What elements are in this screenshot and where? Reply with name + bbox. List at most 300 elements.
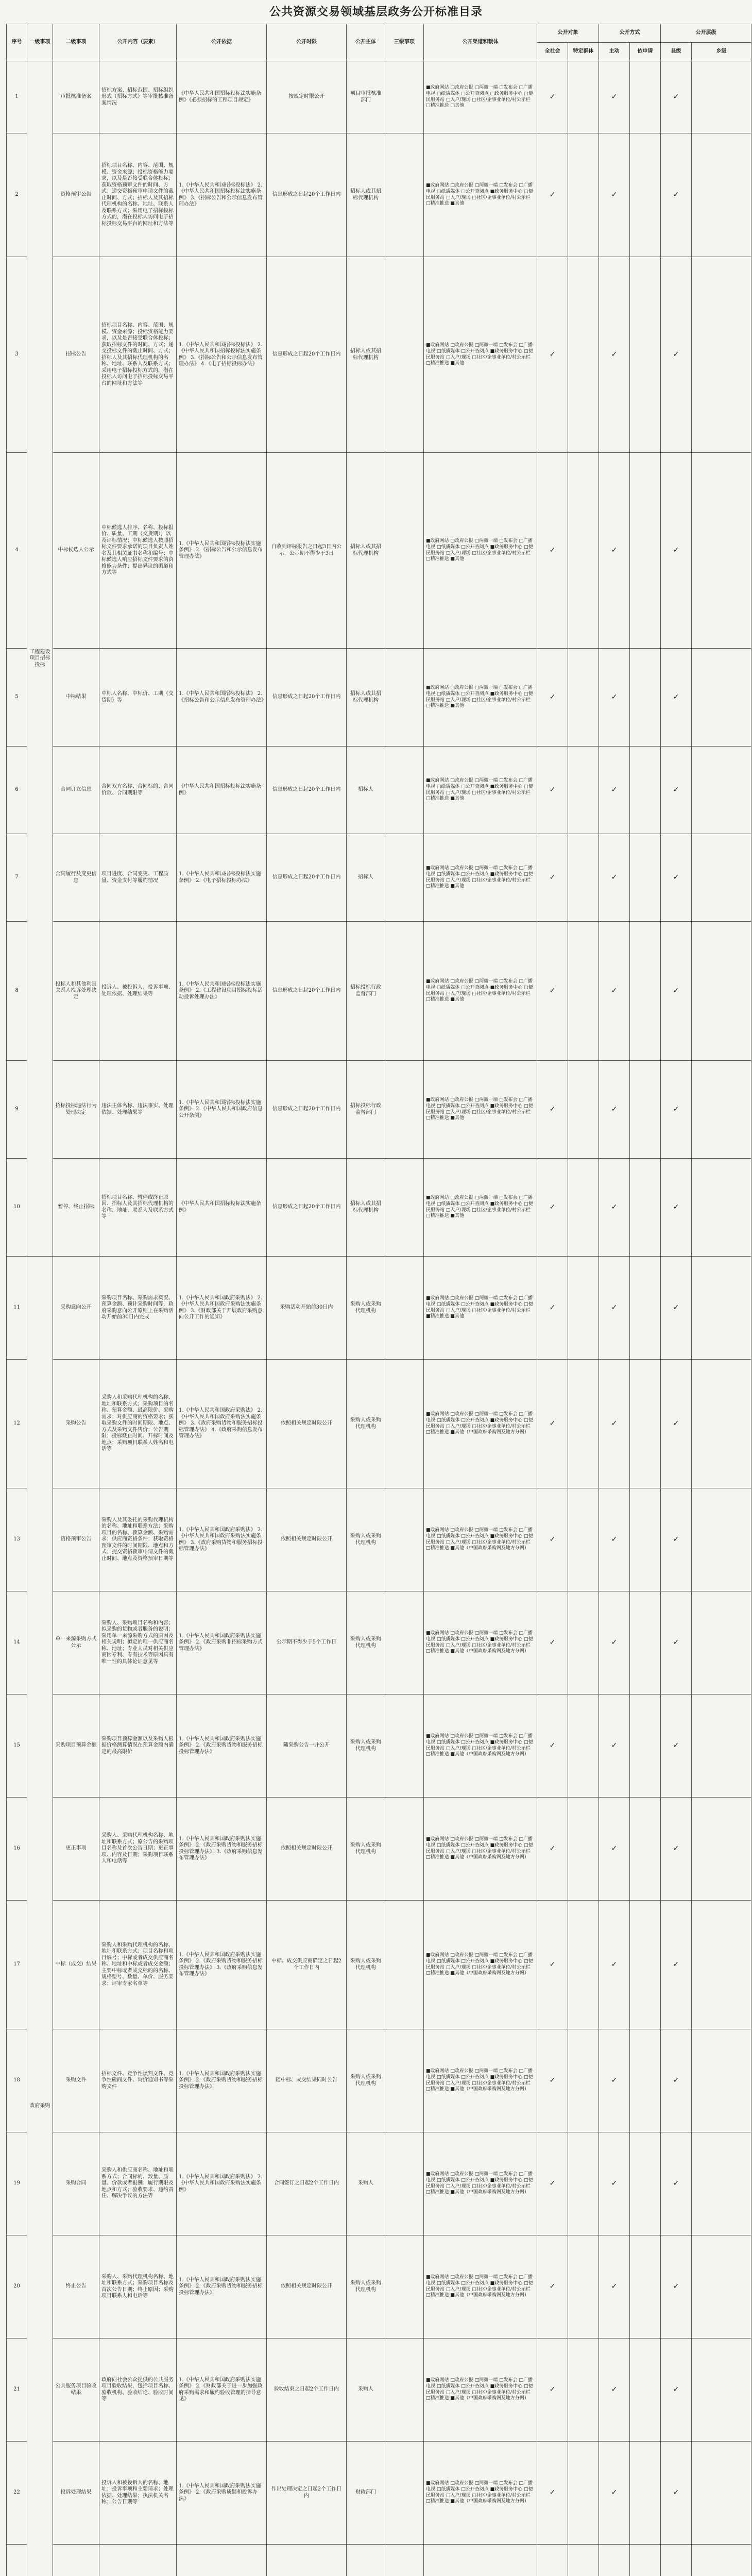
row-time-limit xyxy=(267,2545,347,2576)
row-level3 xyxy=(385,922,424,1061)
row-subject: 招标人或其招标代理机构 xyxy=(347,649,385,747)
header-channels: 公开渠道和载体 xyxy=(424,24,537,61)
row-method-request xyxy=(630,922,661,1061)
row-level2: 采购项目预算金额 xyxy=(53,1694,99,1798)
row-basis: 1.《中华人民共和国招标投标法实施条例》 2.《中华人民共和国政府信息公开条例》 xyxy=(177,1061,267,1159)
row-obj-all xyxy=(537,2545,568,2576)
row-content: 采购项目名称、采购需求概况、预算金额、预计采购时间等，政府采购意向公开原则上在采购活动开始前30日内完成 xyxy=(99,1257,177,1360)
row-time-limit: 信息形成之日起20个工作日内 xyxy=(267,133,347,257)
row-subject: 财政部门 xyxy=(347,2442,385,2545)
table-row xyxy=(7,1488,751,1591)
row-channels: ■政府网站 □政府公报 □两微一端 □发布会 □广播电视 □纸质媒体 □公开查阅点 ■政务服务中心 □便民服务站 □入户/现场 □社区/企事业单位/村公示栏 □精准推送 ■其他（中国政府采购网及地方分网） xyxy=(424,1488,537,1591)
row-content: 招标项目名称、内容、范围、规模、资金来源；投标资格能力要求，以及是否接受联合体投标；获取招标文件的时间、方式；递交投标文件的截止时间、方式；招标人及其招标代理机构的名称、地址、联系人及联系方式；采用电子招标投标方式的，潜在投标人访问电子招标投标交易平台的网址和方法等 xyxy=(99,257,177,453)
header-level-group: 公开层级 xyxy=(661,24,751,43)
row-level-county: ✓ xyxy=(661,1488,692,1591)
row-time-limit: 信息形成之日起20个工作日内 xyxy=(267,1061,347,1159)
row-obj-all: ✓ xyxy=(537,61,568,133)
row-level-town xyxy=(692,1061,751,1159)
row-subject: 招标人或其招标代理机构 xyxy=(347,453,385,649)
row-method-request xyxy=(630,2338,661,2442)
row-basis: 1.《中华人民共和国政府采购法》 2.《中华人民共和国政府采购法实施条例》 3.《政府采购货物和服务招标投标管理办法》 xyxy=(177,1488,267,1591)
row-obj-specific xyxy=(568,133,599,257)
row-seq: 14 xyxy=(7,1591,27,1694)
table-row xyxy=(7,1694,751,1798)
row-obj-all: ✓ xyxy=(537,1591,568,1694)
table-row xyxy=(7,2235,751,2338)
header-m-active: 主动 xyxy=(599,43,630,61)
row-method-active: ✓ xyxy=(599,649,630,747)
row-level-town xyxy=(692,2132,751,2235)
row-level-town xyxy=(692,649,751,747)
row-level-town xyxy=(692,2338,751,2442)
row-subject: 采购人或采购代理机构 xyxy=(347,2029,385,2132)
table-row xyxy=(7,1798,751,1901)
row-method-request xyxy=(630,834,661,922)
row-content: 采购项目预算金额以及采购人根据价格测算情况在预算金额内确定的最高限价 xyxy=(99,1694,177,1798)
row-basis: 1.《中华人民共和国招标投标法实施条例》 2.《电子招标投标办法》 xyxy=(177,834,267,922)
row-level-county: ✓ xyxy=(661,2132,692,2235)
row-method-request xyxy=(630,1591,661,1694)
row-seq: 19 xyxy=(7,2132,27,2235)
row-obj-all: ✓ xyxy=(537,1488,568,1591)
table-row xyxy=(7,834,751,922)
table-row xyxy=(7,1901,751,2029)
row-level3 xyxy=(385,2029,424,2132)
group-label-tendering: 工程建设项目招标投标 xyxy=(27,61,53,1257)
row-basis: 1.《中华人民共和国政府采购法实施条例》 2.《政府采购货物和服务招标投标管理办法》 3.《政府采购信息发布管理办法》 xyxy=(177,1901,267,2029)
row-content: 投诉人和被投诉人的名称、地址；投诉事项和主要请求；处理依据、处理结果；执法机关名称；公告日期等 xyxy=(99,2442,177,2545)
row-level-county: ✓ xyxy=(661,61,692,133)
row-method-active: ✓ xyxy=(599,1591,630,1694)
row-level-county: ✓ xyxy=(661,2442,692,2545)
row-subject: 采购人或采购代理机构 xyxy=(347,1360,385,1488)
row-method-request xyxy=(630,2235,661,2338)
table-row xyxy=(7,1159,751,1257)
row-time-limit: 合同签订之日起2个工作日内 xyxy=(267,2132,347,2235)
row-method-active: ✓ xyxy=(599,2132,630,2235)
row-level-town xyxy=(692,2235,751,2338)
row-level2: 单一来源采购方式公示 xyxy=(53,1591,99,1694)
row-content: 采购人、采购代理机构名称、地址和联系方式；采购项目名称及首次公告日期；终止原因；采购项目联系人和电话等 xyxy=(99,2235,177,2338)
row-level3 xyxy=(385,1061,424,1159)
row-basis: 1.《中华人民共和国政府采购法实施条例》 2.《政府采购货物和服务招标投标管理办法》 xyxy=(177,1694,267,1798)
row-time-limit: 作出处理决定之日起2个工作日内 xyxy=(267,2442,347,2545)
table-row xyxy=(7,2442,751,2545)
row-subject: 采购人或采购代理机构 xyxy=(347,1694,385,1798)
header-lv-county: 县级 xyxy=(661,43,692,61)
row-time-limit: 信息形成之日起20个工作日内 xyxy=(267,922,347,1061)
row-obj-all: ✓ xyxy=(537,2132,568,2235)
row-basis xyxy=(177,2545,267,2576)
header-basis: 公开依据 xyxy=(177,24,267,61)
row-method-request xyxy=(630,2132,661,2235)
row-level2: 投标人和其他利害关系人投诉处理决定 xyxy=(53,922,99,1061)
header-level2: 二级事项 xyxy=(53,24,99,61)
row-level2: 更正事项 xyxy=(53,1798,99,1901)
row-obj-specific xyxy=(568,257,599,453)
table-row xyxy=(7,133,751,257)
row-obj-all: ✓ xyxy=(537,1257,568,1360)
header-obj-specific: 特定群体 xyxy=(568,43,599,61)
header-seq: 序号 xyxy=(7,24,27,61)
row-subject: 招标人或其招标代理机构 xyxy=(347,257,385,453)
row-time-limit: 信息形成之日起20个工作日内 xyxy=(267,257,347,453)
row-level3 xyxy=(385,1591,424,1694)
row-obj-specific xyxy=(568,453,599,649)
row-seq: 22 xyxy=(7,2442,27,2545)
row-subject: 项目审批核准部门 xyxy=(347,61,385,133)
row-method-active: ✓ xyxy=(599,1061,630,1159)
row-channels: ■政府网站 □政府公报 □两微一端 □发布会 □广播电视 □纸质媒体 □公开查阅点 ■政务服务中心 □便民服务站 □入户/现场 □社区/企事业单位/村公示栏 □精准推送 ■其他（中国政府采购网及地方分网） xyxy=(424,2132,537,2235)
table-row xyxy=(7,649,751,747)
row-seq: 10 xyxy=(7,1159,27,1257)
header-method-group: 公开方式 xyxy=(599,24,661,43)
row-level-county: ✓ xyxy=(661,2338,692,2442)
row-content: 合同双方名称、合同标的、合同价款、合同期限等 xyxy=(99,747,177,834)
row-method-active: ✓ xyxy=(599,1488,630,1591)
row-content xyxy=(99,2545,177,2576)
row-level-county: ✓ xyxy=(661,1360,692,1488)
row-level2 xyxy=(53,2545,99,2576)
row-level3 xyxy=(385,1694,424,1798)
row-method-active: ✓ xyxy=(599,453,630,649)
header-m-request: 依申请 xyxy=(630,43,661,61)
row-subject: 采购人 xyxy=(347,2132,385,2235)
page-title: 公共资源交易领域基层政务公开标准目录 xyxy=(269,5,483,19)
row-seq: 2 xyxy=(7,133,27,257)
row-obj-all: ✓ xyxy=(537,1360,568,1488)
row-level2: 招标投标违法行为处理决定 xyxy=(53,1061,99,1159)
row-method-request xyxy=(630,133,661,257)
row-level-town xyxy=(692,453,751,649)
row-method-request xyxy=(630,61,661,133)
row-level2: 采购意向公开 xyxy=(53,1257,99,1360)
row-level2: 公共服务项目验收结果 xyxy=(53,2338,99,2442)
row-obj-specific xyxy=(568,1488,599,1591)
table-row xyxy=(7,1360,751,1488)
row-method-request xyxy=(630,257,661,453)
row-content: 中标人名称、中标价、工期（交货期）等 xyxy=(99,649,177,747)
row-level2: 采购合同 xyxy=(53,2132,99,2235)
row-obj-specific xyxy=(568,2029,599,2132)
row-method-request xyxy=(630,2029,661,2132)
row-basis: 1.《中华人民共和国政府采购法实施条例》 2.《政府采购质疑和投诉办法》 xyxy=(177,2442,267,2545)
row-subject: 采购人或采购代理机构 xyxy=(347,1257,385,1360)
row-obj-specific xyxy=(568,1694,599,1798)
row-obj-all: ✓ xyxy=(537,834,568,922)
row-basis: 1.《中华人民共和国政府采购法实施条例》 2.《政府采购货物和服务招标投标管理办法》 xyxy=(177,2235,267,2338)
row-seq: 12 xyxy=(7,1360,27,1488)
row-method-active: ✓ xyxy=(599,257,630,453)
row-level2: 采购文件 xyxy=(53,2029,99,2132)
row-method-request xyxy=(630,2545,661,2576)
row-level-county: ✓ xyxy=(661,1159,692,1257)
row-method-request xyxy=(630,649,661,747)
row-level-county: ✓ xyxy=(661,1694,692,1798)
table-row xyxy=(7,61,751,133)
table-row xyxy=(7,922,751,1061)
row-level-town xyxy=(692,133,751,257)
row-content: 采购人、采购项目名称和内容；拟采购的货物或者服务的说明；采用单一来源采购方式的原因及相关说明；拟定的唯一供应商名称、地址；专业人员对相关供应商因专利、专有技术等原因具有唯一性的具体论证意见等 xyxy=(99,1591,177,1694)
row-obj-specific xyxy=(568,1360,599,1488)
row-method-request xyxy=(630,1798,661,1901)
row-obj-specific xyxy=(568,2338,599,2442)
row-time-limit: 验收结束之日起2个工作日内 xyxy=(267,2338,347,2442)
row-channels: ■政府网站 □政府公报 □两微一端 □发布会 □广播电视 □纸质媒体 □公开查阅点 ■政务服务中心 □便民服务站 □入户/现场 □社区/企事业单位/村公示栏 □精准推送 ■其他 xyxy=(424,453,537,649)
row-level3 xyxy=(385,453,424,649)
row-level2: 资格预审公告 xyxy=(53,1488,99,1591)
row-method-active: ✓ xyxy=(599,1694,630,1798)
row-method-request xyxy=(630,1159,661,1257)
row-basis: 1.《中华人民共和国招标投标法实施条例》 2.《招标公告和公示信息发布管理办法》 xyxy=(177,453,267,649)
row-content: 招标方案、招标范围、招标组织形式（招标方式）等审批核准备案情况 xyxy=(99,61,177,133)
row-channels: ■政府网站 □政府公报 □两微一端 □发布会 □广播电视 □纸质媒体 □公开查阅点 ■政务服务中心 □便民服务站 □入户/现场 □社区/企事业单位/村公示栏 □精准推送 ■其他 xyxy=(424,1061,537,1159)
row-method-active: ✓ xyxy=(599,1257,630,1360)
row-method-request xyxy=(630,1257,661,1360)
row-obj-all: ✓ xyxy=(537,1901,568,2029)
header-lv-town: 乡级 xyxy=(692,43,751,61)
row-channels: ■政府网站 □政府公报 □两微一端 □发布会 □广播电视 □纸质媒体 □公开查阅点 ■政务服务中心 □便民服务站 □入户/现场 □社区/企事业单位/村公示栏 □精准推送 ■其他（中国政府采购网及地方分网） xyxy=(424,2338,537,2442)
row-basis: 1.《中华人民共和国政府采购法》 2.《中华人民共和国政府采购法实施条例》 3.《政府采购货物和服务招标投标管理办法》 4.《政府采购信息发布管理办法》 xyxy=(177,1360,267,1488)
row-subject: 采购人或采购代理机构 xyxy=(347,1488,385,1591)
row-level3 xyxy=(385,2235,424,2338)
header-object-group: 公开对象 xyxy=(537,24,599,43)
row-basis: 《中华人民共和国招标投标法实施条例》《必须招标的工程项目规定》 xyxy=(177,61,267,133)
row-method-active: ✓ xyxy=(599,747,630,834)
table-row xyxy=(7,257,751,453)
row-level-town xyxy=(692,61,751,133)
row-level-county: ✓ xyxy=(661,1591,692,1694)
row-level-town xyxy=(692,1488,751,1591)
row-subject: 招标人或其招标代理机构 xyxy=(347,133,385,257)
row-channels: ■政府网站 □政府公报 □两微一端 □发布会 □广播电视 □纸质媒体 □公开查阅点 ■政务服务中心 □便民服务站 □入户/现场 □社区/企事业单位/村公示栏 □精准推送 ■其他 xyxy=(424,257,537,453)
row-time-limit: 信息形成之日起20个工作日内 xyxy=(267,747,347,834)
row-obj-specific xyxy=(568,1591,599,1694)
row-basis: 1.《中华人民共和国招标投标法》 2.《中华人民共和国招标投标法实施条例》 3.《招标公告和公示信息发布管理办法》 xyxy=(177,133,267,257)
row-method-request xyxy=(630,1488,661,1591)
row-channels: ■政府网站 □政府公报 □两微一端 □发布会 □广播电视 □纸质媒体 □公开查阅点 ■政务服务中心 □便民服务站 □入户/现场 □社区/企事业单位/村公示栏 ■精准推送 ■其他 xyxy=(424,1257,537,1360)
table-row xyxy=(7,1061,751,1159)
row-level3 xyxy=(385,1488,424,1591)
row-content: 采购人和采购代理机构的名称、地址和联系方式；采购项目的名称、预算金额、最高限价、采购需求；对供应商的资格要求；获取采购文件的时间期限、地点、方式及采购文件售价；公告期限；投标截止时间、开标时间及地点；采购项目联系人姓名和电话等 xyxy=(99,1360,177,1488)
row-content: 招标文件、竞争性谈判文件、竞争性磋商文件、询价通知书等采购文件 xyxy=(99,2029,177,2132)
row-subject: 招标投标行政监督部门 xyxy=(347,922,385,1061)
row-level3 xyxy=(385,2338,424,2442)
row-obj-specific xyxy=(568,2235,599,2338)
row-basis: 《中华人民共和国招标投标法实施条例》 xyxy=(177,747,267,834)
row-channels: ■政府网站 □政府公报 □两微一端 □发布会 □广播电视 □纸质媒体 □公开查阅点 ■政务服务中心 □便民服务站 □入户/现场 □社区/企事业单位/村公示栏 □精准推送 ■其他（中国政府采购网及地方分网） xyxy=(424,1901,537,2029)
row-obj-specific xyxy=(568,1257,599,1360)
row-seq: 15 xyxy=(7,1694,27,1798)
row-method-request xyxy=(630,1061,661,1159)
row-level-county: ✓ xyxy=(661,1257,692,1360)
row-level-town xyxy=(692,747,751,834)
row-channels: ■政府网站 □政府公报 □两微一端 □发布会 □广播电视 □纸质媒体 □公开查阅点 ■政务服务中心 □便民服务站 □入户/现场 □社区/企事业单位/村公示栏 □精准推送 ■其他 xyxy=(424,747,537,834)
row-seq: 5 xyxy=(7,649,27,747)
row-method-active: ✓ xyxy=(599,2235,630,2338)
table-row xyxy=(7,2029,751,2132)
row-level-county: ✓ xyxy=(661,649,692,747)
row-time-limit: 采购活动开始前30日内 xyxy=(267,1257,347,1360)
row-method-active: ✓ xyxy=(599,1159,630,1257)
row-time-limit: 随中标、成交结果同时公告 xyxy=(267,2029,347,2132)
row-level2: 中标结果 xyxy=(53,649,99,747)
row-level2: 合同履行及变更信息 xyxy=(53,834,99,922)
row-obj-specific xyxy=(568,1901,599,2029)
row-content: 政府向社会公众提供的公共服务项目验收结果，包括项目名称、验收机构、验收结论、验收时间等 xyxy=(99,2338,177,2442)
row-time-limit: 依照相关规定时限公开 xyxy=(267,1360,347,1488)
row-level3 xyxy=(385,747,424,834)
row-obj-all: ✓ xyxy=(537,747,568,834)
row-level2: 中标候选人公示 xyxy=(53,453,99,649)
row-level3 xyxy=(385,834,424,922)
row-time-limit: 随采购公告一并公开 xyxy=(267,1694,347,1798)
row-basis: 1.《中华人民共和国招标投标法》 2.《中华人民共和国招标投标法实施条例》 3.《招标公告和公示信息发布管理办法》 4.《电子招标投标办法》 xyxy=(177,257,267,453)
row-level-county: ✓ xyxy=(661,834,692,922)
row-level-county: ✓ xyxy=(661,2029,692,2132)
row-obj-specific xyxy=(568,2442,599,2545)
row-time-limit: 公示期不得少于5个工作日 xyxy=(267,1591,347,1694)
row-level-town xyxy=(692,1798,751,1901)
row-obj-all: ✓ xyxy=(537,1159,568,1257)
row-level-town xyxy=(692,834,751,922)
row-obj-all: ✓ xyxy=(537,922,568,1061)
row-method-request xyxy=(630,453,661,649)
row-channels: ■政府网站 □政府公报 □两微一端 □发布会 □广播电视 □纸质媒体 □公开查阅点 ■政务服务中心 □便民服务站 □入户/现场 □社区/企事业单位/村公示栏 □精准推送 ■其他（中国政府采购网及地方分网） xyxy=(424,1798,537,1901)
row-seq: 3 xyxy=(7,257,27,453)
row-obj-specific xyxy=(568,1159,599,1257)
row-obj-all: ✓ xyxy=(537,1798,568,1901)
row-seq: 6 xyxy=(7,747,27,834)
row-level-town xyxy=(692,257,751,453)
table-row xyxy=(7,453,751,649)
row-seq: 13 xyxy=(7,1488,27,1591)
row-level-county: ✓ xyxy=(661,1061,692,1159)
row-level-county xyxy=(661,2545,692,2576)
row-obj-specific xyxy=(568,2132,599,2235)
row-method-active: ✓ xyxy=(599,2442,630,2545)
row-channels: ■政府网站 □政府公报 □两微一端 □发布会 □广播电视 □纸质媒体 □公开查阅点 ■政务服务中心 □便民服务站 □入户/现场 □社区/企事业单位/村公示栏 □精准推送 ■其他（中国政府采购网及地方分网） xyxy=(424,2235,537,2338)
row-channels: ■政府网站 □政府公报 □两微一端 □发布会 □广播电视 □纸质媒体 □公开查阅点 ■政务服务中心 □便民服务站 □入户/现场 □社区/企事业单位/村公示栏 □精准推送 ■其他 xyxy=(424,133,537,257)
row-channels xyxy=(424,2545,537,2576)
row-level3 xyxy=(385,133,424,257)
row-seq: 8 xyxy=(7,922,27,1061)
row-subject: 招标投标行政监督部门 xyxy=(347,1061,385,1159)
row-content: 采购人及其委托的采购代理机构的名称、地址和联系方法；采购项目的名称、预算金额、采购需求；供应商资格条件；获取资格预审文件的时间期限、地点和方式；提交资格预审申请文件的截止时间、地点及资格预审日期等 xyxy=(99,1488,177,1591)
table-body xyxy=(7,61,751,2576)
header-content: 公开内容（要素） xyxy=(99,24,177,61)
row-method-active: ✓ xyxy=(599,1360,630,1488)
row-level3 xyxy=(385,1798,424,1901)
row-channels: ■政府网站 □政府公报 □两微一端 □发布会 □广播电视 □纸质媒体 □公开查阅点 ■政务服务中心 □便民服务站 □入户/现场 □社区/企事业单位/村公示栏 □精准推送 ■其他（中国政府采购网及地方分网） xyxy=(424,1591,537,1694)
row-level2: 资格预审公告 xyxy=(53,133,99,257)
row-basis: 1.《中华人民共和国政府采购法实施条例》 2.《政府采购货物和服务招标投标管理办法》 xyxy=(177,2029,267,2132)
row-seq: 11 xyxy=(7,1257,27,1360)
row-channels: ■政府网站 □政府公报 □两微一端 □发布会 □广播电视 □纸质媒体 □公开查阅点 □政务服务中心 □便民服务站 □入户/现场 □社区/企事业单位/村公示栏 □精准推送 □其他 xyxy=(424,61,537,133)
row-obj-all: ✓ xyxy=(537,649,568,747)
row-method-request xyxy=(630,2442,661,2545)
table-row xyxy=(7,1257,751,1360)
row-channels: ■政府网站 □政府公报 □两微一端 □发布会 □广播电视 □纸质媒体 □公开查阅点 ■政务服务中心 □便民服务站 □入户/现场 □社区/企事业单位/村公示栏 □精准推送 ■其他（中国政府采购网及地方分网） xyxy=(424,1694,537,1798)
row-content: 投诉人、被投诉人、投诉事项、处理依据、处理结果等 xyxy=(99,922,177,1061)
row-level3 xyxy=(385,257,424,453)
row-channels: ■政府网站 □政府公报 □两微一端 □发布会 □广播电视 □纸质媒体 □公开查阅点 ■政务服务中心 □便民服务站 □入户/现场 □社区/企事业单位/村公示栏 □精准推送 ■其他 xyxy=(424,834,537,922)
table-row xyxy=(7,2338,751,2442)
row-level-county: ✓ xyxy=(661,2235,692,2338)
row-method-request xyxy=(630,1694,661,1798)
table-row xyxy=(7,747,751,834)
row-level-town xyxy=(692,1591,751,1694)
row-method-active xyxy=(599,2545,630,2576)
row-method-active: ✓ xyxy=(599,1798,630,1901)
row-method-active: ✓ xyxy=(599,2029,630,2132)
row-level2: 暂停、终止招标 xyxy=(53,1159,99,1257)
row-subject: 采购人或采购代理机构 xyxy=(347,2235,385,2338)
row-seq: 20 xyxy=(7,2235,27,2338)
row-level3 xyxy=(385,2442,424,2545)
row-obj-all: ✓ xyxy=(537,1694,568,1798)
table-row xyxy=(7,1591,751,1694)
row-content: 中标候选人排序、名称、投标报价、质量、工期（交货期），以及评标情况；中标候选人按照招标文件要求承诺的项目负责人姓名及其相关证书名称和编号；中标候选人响应招标文件要求的资格能力条件；提出异议的渠道和方式等 xyxy=(99,453,177,649)
row-subject: 采购人或采购代理机构 xyxy=(347,1901,385,2029)
row-content: 招标项目名称、暂停或终止原因、招标人及其招标代理机构的名称、地址、联系人及联系方式等 xyxy=(99,1159,177,1257)
row-level-town xyxy=(692,2029,751,2132)
row-obj-all: ✓ xyxy=(537,2442,568,2545)
row-level-county: ✓ xyxy=(661,1798,692,1901)
row-level3 xyxy=(385,1360,424,1488)
row-channels: ■政府网站 □政府公报 □两微一端 □发布会 □广播电视 □纸质媒体 □公开查阅点 ■政务服务中心 □便民服务站 □入户/现场 □社区/企事业单位/村公示栏 □精准推送 ■其他 xyxy=(424,1159,537,1257)
row-level3 xyxy=(385,61,424,133)
row-method-request xyxy=(630,747,661,834)
row-seq xyxy=(7,2545,27,2576)
row-subject: 招标人 xyxy=(347,747,385,834)
row-obj-all: ✓ xyxy=(537,2338,568,2442)
row-level3 xyxy=(385,1159,424,1257)
row-level-town xyxy=(692,1360,751,1488)
row-level-town xyxy=(692,1257,751,1360)
row-level-town xyxy=(692,1694,751,1798)
row-level2: 终止公告 xyxy=(53,2235,99,2338)
row-seq: 1 xyxy=(7,61,27,133)
row-level-county: ✓ xyxy=(661,257,692,453)
row-method-request xyxy=(630,1901,661,2029)
standard-catalog-table xyxy=(6,24,751,2576)
row-obj-all: ✓ xyxy=(537,2235,568,2338)
row-level3 xyxy=(385,649,424,747)
row-seq: 18 xyxy=(7,2029,27,2132)
row-obj-specific xyxy=(568,61,599,133)
row-basis: 1.《中华人民共和国招标投标法实施条例》 2.《工程建设项目招标投标活动投诉处理办法》 xyxy=(177,922,267,1061)
row-level2: 招标公告 xyxy=(53,257,99,453)
row-level-town xyxy=(692,2545,751,2576)
row-level-county: ✓ xyxy=(661,453,692,649)
table-header xyxy=(7,24,751,61)
row-obj-specific xyxy=(568,2545,599,2576)
row-obj-specific xyxy=(568,834,599,922)
row-subject: 招标人 xyxy=(347,834,385,922)
row-basis: 1.《中华人民共和国政府采购法》 2.《中华人民共和国政府采购法实施条例》 xyxy=(177,2132,267,2235)
row-subject: 招标人或其招标代理机构 xyxy=(347,1159,385,1257)
row-method-active: ✓ xyxy=(599,834,630,922)
row-basis: 《中华人民共和国招标投标法实施条例》 xyxy=(177,1159,267,1257)
row-subject: 采购人或采购代理机构 xyxy=(347,1798,385,1901)
row-subject xyxy=(347,2545,385,2576)
row-time-limit: 中标、成交供应商确定之日起2个工作日内 xyxy=(267,1901,347,2029)
table-row xyxy=(7,2132,751,2235)
row-time-limit: 依照相关规定时限公开 xyxy=(267,1488,347,1591)
row-time-limit: 依照相关规定时限公开 xyxy=(267,2235,347,2338)
row-seq: 21 xyxy=(7,2338,27,2442)
